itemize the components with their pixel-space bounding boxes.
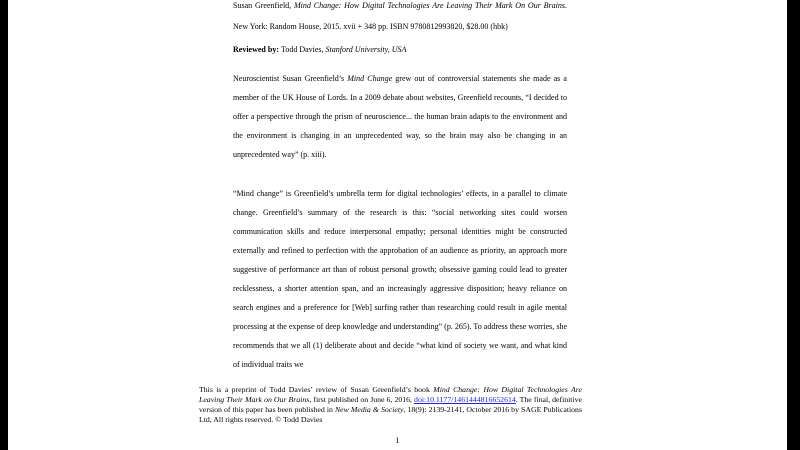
viewer-edge-left xyxy=(0,0,8,450)
text-segment: . The final, definitive version of this paper has been published in xyxy=(199,395,582,414)
text-segment: “Mind change” is Greenfield’s umbrella term for digital technologies’ effects, in a parallel to climate change. Greenfield’s summary of the research is this: “social networking sites could worsen communication skills and reduce interpersonal empathy; personal identities might be constructed externally and refined to perfection with the approbation of an audience as priority, an approach more suggestive of performance art than of robust personal growth; obsessive gaming could lead to greater recklessness, a shorter attention span, and an increasingly aggressive disposition; heavy reliance on search engines and a preference for [Web] surfing rather than researching could result in agile mental processing at the expense of deep knowledge and understanding” (p. 265). To address these worries, she recommends that we all (1) deliberate about and decide “what kind of society we want, and what kind of individual traits we xyxy=(233,189,567,369)
preprint-footer-note xyxy=(199,385,582,425)
text-segment: Reviewed by: xyxy=(233,45,281,54)
text-segment: , 18(9): 2139-2141, October 2016 by SAGE Publications Ltd, All rights reserved. © Todd Davies xyxy=(199,405,582,424)
manuscript-text-column xyxy=(233,0,567,374)
text-segment: Neuroscientist Susan Greenfield’s xyxy=(233,74,348,83)
doi-link[interactable]: doi:10.1177/1461444816652614 xyxy=(414,395,516,404)
reviewed-by-line xyxy=(233,43,567,57)
text-segment: New Media & Society xyxy=(334,405,404,414)
text-segment: grew out of controversial statements she made as a member of the UK House of Lords. In a 2009 debate about websites, Greenfield recounts, “I decided to offer a perspective through the prism of neuroscience... the human brain adapts to the environment and the environment is changing in an unprecedented way, so the brain may also be changing in an unprecedented way” (p. xiii). xyxy=(233,74,567,159)
text-segment: This is a preprint of Todd Davies’ review of Susan Greenfield’s book xyxy=(199,385,434,394)
text-segment: Mind Change xyxy=(347,74,393,83)
text-segment: Mind Change: How Digital Technologies Are Leaving Their Mark On Our Brains xyxy=(294,1,565,10)
text-segment: Todd Davies, xyxy=(281,45,326,54)
text-segment: Mind Change: How Digital Technologies Are Leaving Their Mark on Our Brains xyxy=(199,385,582,404)
text-segment: . New York: Random House, 2015. xvii + 348 pp. ISBN 9780812993820, $28.00 (hbk) xyxy=(233,1,567,31)
document-page xyxy=(8,0,787,450)
text-segment: Stanford University, USA xyxy=(325,45,407,54)
viewer-edge-right xyxy=(787,0,800,450)
text-segment: , first published on June 6, 2016, xyxy=(309,395,415,404)
text-segment: Susan Greenfield, xyxy=(233,1,295,10)
paragraph-2 xyxy=(233,184,567,374)
paragraph-1 xyxy=(233,69,567,164)
book-citation xyxy=(233,0,567,37)
page-number: 1 xyxy=(395,436,400,445)
